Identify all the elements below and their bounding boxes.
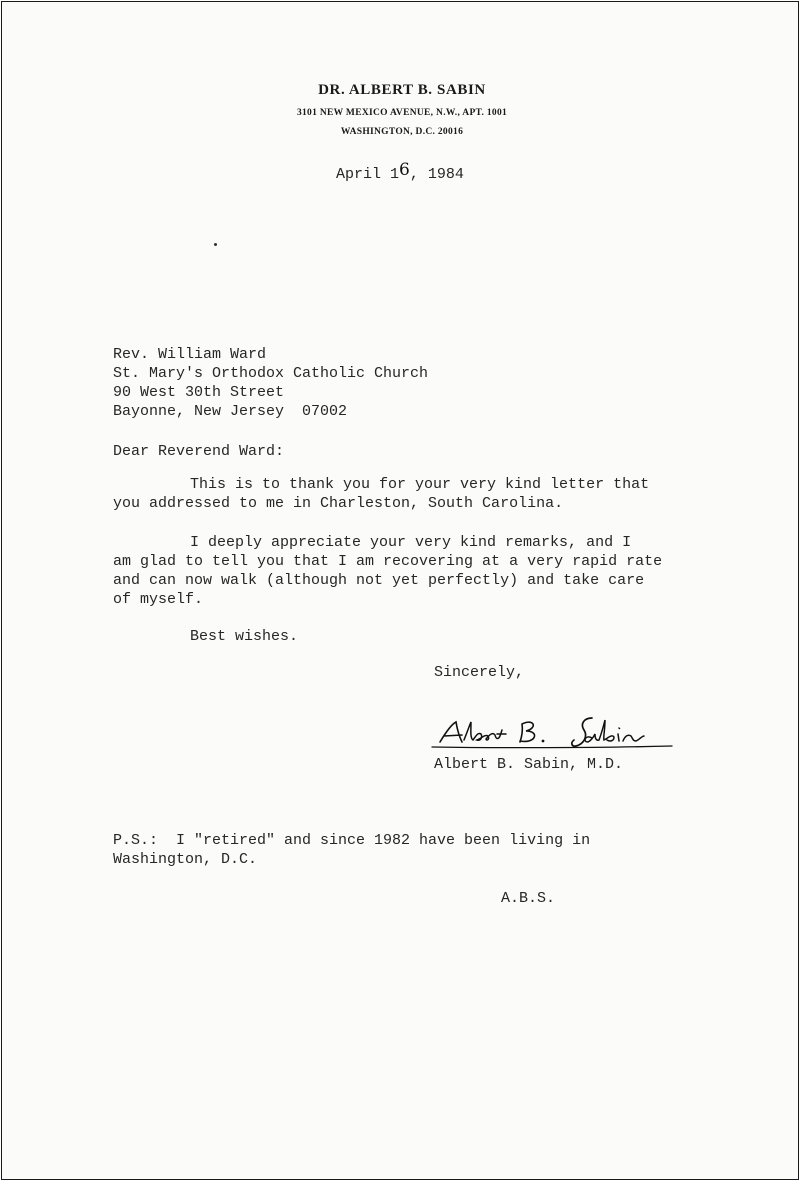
paragraph-2-line-2: am glad to tell you that I am recovering at a very rapid rate (113, 553, 663, 570)
letter-page (1, 1, 799, 1180)
letterhead-city: WASHINGTON, D.C. 20016 (340, 127, 464, 137)
postscript-line-1: P.S.: I "retired" and since 1982 have been living in (113, 832, 591, 849)
ink-dot (214, 243, 217, 246)
letterhead-address: 3101 NEW MEXICO AVENUE, N.W., APT. 1001 (296, 108, 508, 118)
paragraph-3: Best wishes. (190, 628, 299, 645)
date-prefix: April 1 (336, 166, 400, 183)
recipient-city: Bayonne, New Jersey 07002 (113, 403, 348, 420)
handwritten-signature (426, 710, 676, 760)
paragraph-2-line-3: and can now walk (although not yet perfectly) and take care (113, 572, 645, 589)
paragraph-2-line-4: of myself. (113, 591, 204, 608)
typed-signature: Albert B. Sabin, M.D. (434, 756, 624, 773)
letterhead-name: DR. ALBERT B. SABIN (318, 82, 486, 98)
salutation: Dear Reverend Ward: (113, 443, 285, 460)
postscript-line-2: Washington, D.C. (113, 851, 258, 868)
letter-date (336, 160, 464, 184)
recipient-name: Rev. William Ward (113, 346, 267, 363)
paragraph-1-line-1: This is to thank you for your very kind letter that (190, 476, 650, 493)
recipient-street: 90 West 30th Street (113, 384, 285, 401)
paragraph-1-line-2: you addressed to me in Charleston, South Carolina. (113, 495, 564, 512)
paragraph-2-line-1: I deeply appreciate your very kind remarks, and I (190, 534, 632, 551)
postscript-initials: A.B.S. (501, 890, 556, 907)
recipient-organization: St. Mary's Orthodox Catholic Church (113, 365, 429, 382)
date-handwritten-correction: 6 (399, 160, 410, 180)
date-suffix: , 1984 (409, 166, 464, 183)
closing: Sincerely, (434, 664, 525, 681)
